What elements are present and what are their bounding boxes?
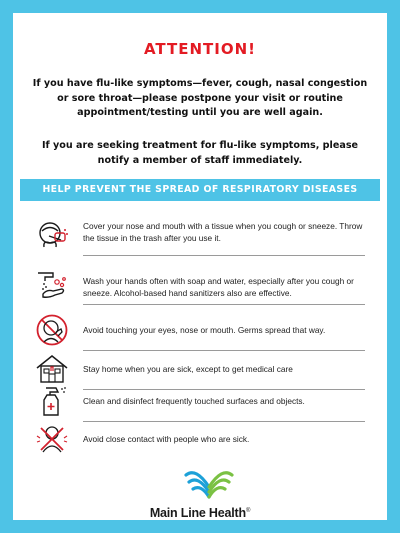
tip-no-face-touching (35, 311, 365, 351)
prevention-banner: HELP PREVENT THE SPREAD OF RESPIRATORY DISEASES (20, 179, 380, 201)
divider (83, 255, 365, 256)
main-line-health-mark-icon (184, 465, 234, 501)
tip-text: Wash your hands often with soap and water, especially after you cough or sneeze. Alcohol-based hand sanitizers also are effective. (83, 276, 354, 298)
tip-text: Avoid touching your eyes, nose or mouth. Germs spread that way. (83, 325, 326, 335)
tip-cover-cough (35, 216, 365, 256)
symptoms-notice: If you have flu-like symptoms—fever, cough, nasal congestion or sore throat—please postpone your visit or routine appointment/testing until you are well again. (32, 78, 368, 118)
tip-wash-hands (35, 265, 365, 305)
tip-text: Stay home when you are sick, except to get medical care (83, 364, 293, 374)
attention-heading: ATTENTION! (143, 40, 256, 58)
tip-text: Avoid close contact with people who are sick. (83, 434, 250, 444)
logo-wordmark (13, 506, 387, 520)
trademark-symbol: ® (245, 507, 251, 514)
tip-text: Cover your nose and mouth with a tissue when you cough or sneeze. Throw the tissue in the trash after you use it. (83, 221, 363, 243)
tip-text: Clean and disinfect frequently touched surfaces and objects. (83, 396, 305, 406)
treatment-notice: If you are seeking treatment for flu-like symptoms, please notify a member of staff immediately. (41, 140, 359, 166)
no-face-touching-icon (35, 313, 69, 347)
main-line-health-logo (13, 465, 387, 525)
cough-into-tissue-icon (35, 218, 69, 252)
tip-disinfect (35, 382, 365, 422)
stay-home-icon (35, 352, 69, 386)
disinfectant-spray-icon (35, 384, 69, 418)
tip-avoid-sick-contact (35, 420, 365, 460)
avoid-sick-contact-icon (35, 422, 69, 456)
logo-name: Main Line Health (149, 506, 246, 520)
hand-washing-icon (35, 267, 69, 301)
divider (83, 304, 365, 305)
